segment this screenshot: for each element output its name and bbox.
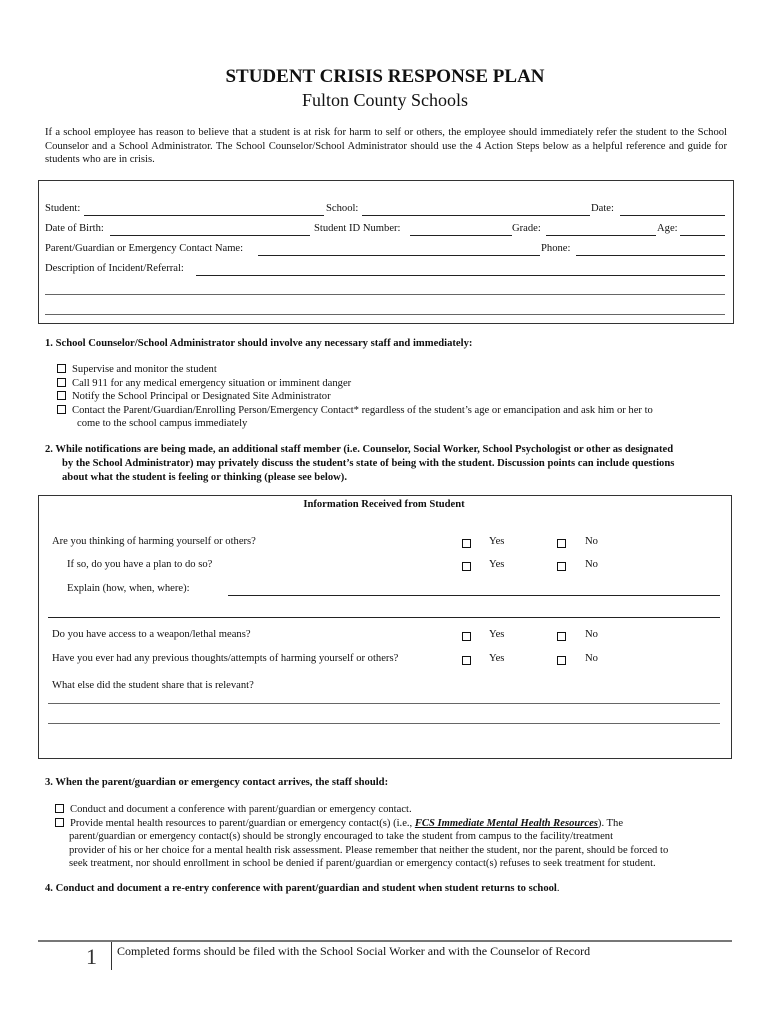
explain-line[interactable]	[48, 617, 720, 618]
step1-item-continuation: come to the school campus immediately	[77, 418, 248, 429]
no-label: No	[585, 653, 598, 664]
step3-item: Conduct and document a conference with parent/guardian or emergency contact.	[55, 803, 745, 817]
footer-vertical-rule	[111, 942, 112, 970]
step2-line: 2. While notifications are being made, an additional staff member (i.e. Counselor, Social Worker, School Psychologist or other as designated	[45, 444, 674, 455]
explain-field[interactable]	[228, 595, 720, 596]
step3-item-continuation: parent/guardian or emergency contact(s) should be strongly encouraged to take the student from campus to the facility/treatment	[69, 831, 614, 842]
checkbox[interactable]	[57, 378, 66, 387]
step3-item: Provide mental health resources to parent/guardian or emergency contact(s) (i.e., FCS Immediate Mental Health Resources). The	[55, 817, 745, 831]
question-previous: Have you ever had any previous thoughts/attempts of harming yourself or others?	[52, 653, 399, 664]
page-title: STUDENT CRISIS RESPONSE PLAN	[225, 66, 545, 87]
no-label: No	[585, 536, 598, 547]
step3-heading: 3. When the parent/guardian or emergency contact arrives, the staff should:	[45, 777, 389, 788]
step2-line: by the School Administrator) may privately discuss the student’s state of being with the student. Discussion points can include questions	[62, 458, 675, 469]
no-checkbox[interactable]	[557, 632, 566, 641]
student-label: Student:	[45, 203, 81, 214]
info-box	[38, 495, 732, 759]
yes-label: Yes	[489, 629, 505, 640]
parent-label: Parent/Guardian or Emergency Contact Name:	[45, 243, 244, 254]
checkbox[interactable]	[57, 405, 66, 414]
checkbox[interactable]	[55, 818, 64, 827]
question-weapon: Do you have access to a weapon/lethal means?	[52, 629, 251, 640]
info-box-title: Information Received from Student	[303, 499, 465, 510]
grade-label: Grade:	[512, 223, 541, 234]
date-label: Date:	[591, 203, 614, 214]
question-plan: If so, do you have a plan to do so?	[67, 559, 213, 570]
dob-label: Date of Birth:	[45, 223, 104, 234]
description-line[interactable]	[45, 314, 725, 315]
student-field[interactable]	[84, 215, 324, 216]
footer-divider	[38, 940, 732, 942]
checkbox[interactable]	[55, 804, 64, 813]
step1-list	[57, 363, 737, 431]
school-field[interactable]	[362, 215, 590, 216]
mental-health-resources-link[interactable]: FCS Immediate Mental Health Resources	[414, 817, 598, 829]
no-checkbox[interactable]	[557, 656, 566, 665]
yes-checkbox[interactable]	[462, 656, 471, 665]
yes-label: Yes	[489, 536, 505, 547]
age-field[interactable]	[680, 235, 725, 236]
explain-label: Explain (how, when, where):	[67, 583, 190, 594]
yes-checkbox[interactable]	[462, 632, 471, 641]
school-label: School:	[326, 203, 359, 214]
step3-item-continuation: seek treatment, nor should enrollment in school be denied if parent/guardian or emergency contact(s) refuses to seek treatment for student.	[69, 858, 656, 869]
step1-item: Call 911 for any medical emergency situation or imminent danger	[57, 377, 737, 391]
step1-heading: 1. School Counselor/School Administrator should involve any necessary staff and immediately:	[45, 338, 473, 349]
yes-label: Yes	[489, 653, 505, 664]
question-relevant: What else did the student share that is relevant?	[52, 680, 254, 691]
no-checkbox[interactable]	[557, 562, 566, 571]
page-number: 1	[86, 944, 97, 969]
step1-item: Contact the Parent/Guardian/Enrolling Person/Emergency Contact* regardless of the student’s age or emancipation and ask him or her to	[57, 404, 737, 418]
description-field[interactable]	[196, 275, 725, 276]
grade-field[interactable]	[546, 235, 656, 236]
question-harm: Are you thinking of harming yourself or others?	[52, 536, 256, 547]
checkbox[interactable]	[57, 364, 66, 373]
no-label: No	[585, 629, 598, 640]
step3-list	[55, 803, 745, 871]
description-line[interactable]	[45, 294, 725, 295]
yes-label: Yes	[489, 559, 505, 570]
step3-item-continuation: provider of his or her choice for a mental health risk assessment. Please remember that neither the student, nor the parent, should be forced to	[69, 844, 669, 856]
relevant-line[interactable]	[48, 723, 720, 724]
step4-heading: 4. Conduct and document a re-entry conference with parent/guardian and student when student returns to school	[45, 883, 557, 894]
page-subtitle: Fulton County Schools	[301, 90, 469, 110]
phone-label: Phone:	[541, 243, 571, 254]
description-label: Description of Incident/Referral:	[45, 263, 184, 274]
checkbox[interactable]	[57, 391, 66, 400]
age-label: Age:	[657, 223, 678, 234]
step2-line: about what the student is feeling or thinking (please see below).	[62, 472, 347, 483]
date-field[interactable]	[620, 215, 725, 216]
phone-field[interactable]	[576, 255, 725, 256]
no-checkbox[interactable]	[557, 539, 566, 548]
step4: 4. Conduct and document a re-entry conference with parent/guardian and student when student returns to school.	[45, 883, 560, 894]
step1-item: Notify the School Principal or Designated Site Administrator	[57, 390, 737, 404]
student-id-field[interactable]	[410, 235, 512, 236]
student-id-label: Student ID Number:	[314, 223, 401, 234]
parent-field[interactable]	[258, 255, 540, 256]
no-label: No	[585, 559, 598, 570]
yes-checkbox[interactable]	[462, 539, 471, 548]
yes-checkbox[interactable]	[462, 562, 471, 571]
dob-field[interactable]	[110, 235, 310, 236]
relevant-line[interactable]	[48, 703, 720, 704]
footer-note: Completed forms should be filed with the School Social Worker and with the Counselor of Record	[117, 944, 591, 958]
step1-item: Supervise and monitor the student	[57, 363, 737, 377]
intro-paragraph: If a school employee has reason to believe that a student is at risk for harm to self or others, the employee should immediately refer the student to the School Counselor and a School Administrator. The School Counselor/School Administrator should use the 4 Action Steps below as a helpful reference and guide for students who are in crisis.	[45, 127, 727, 165]
